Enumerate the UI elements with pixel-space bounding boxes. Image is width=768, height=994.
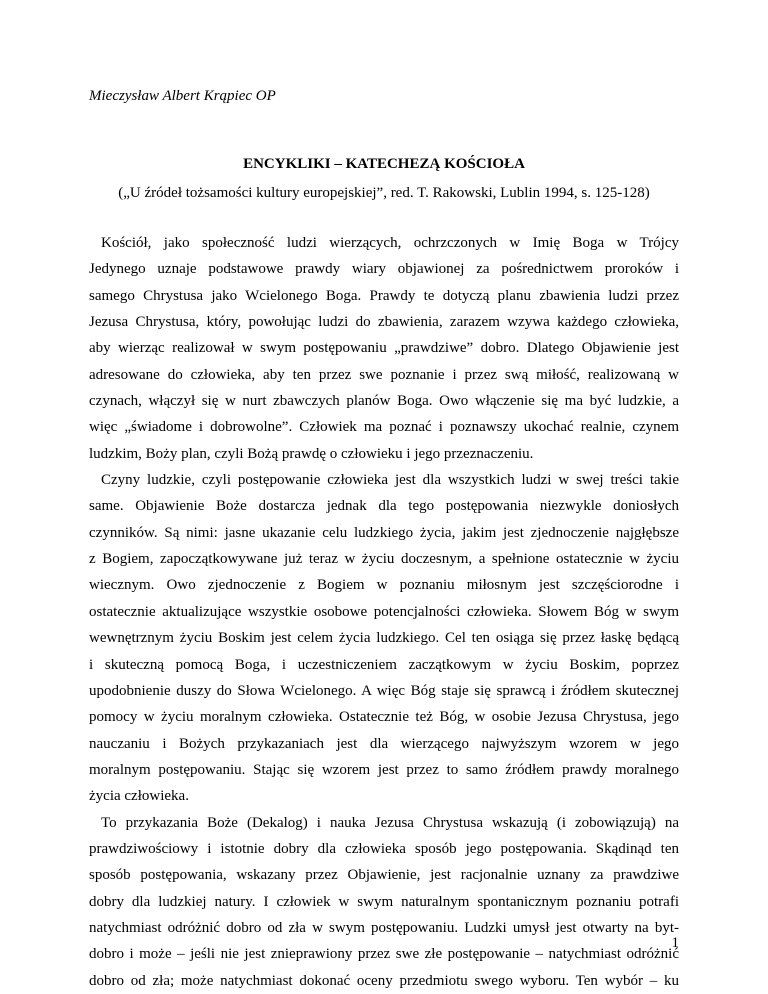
text-line: więc „świadome i dobrowolne”. Człowiek ma poznać i poznawszy ukochać realnie, czynem (89, 419, 679, 436)
text-line: czynach, włączył się w nurt zbawczych planów Boga. Owo włączenie się ma być ludzkie, a (89, 393, 679, 410)
author-name: Mieczysław Albert Krąpiec OP (89, 88, 276, 104)
text-line: wewnętrznym życiu Boskim jest celem życia ludzkiego. Cel ten osiąga się przez łaskę będącą (89, 630, 679, 647)
text-line: Jezusa Chrystusa, który, powołując ludzi do zbawienia, zarazem wzywa każdego człowieka, (89, 314, 679, 331)
text-line: dobro od zła; może natychmiast dokonać oceny przedmiotu swego wyboru. Ten wybór – ku (89, 972, 679, 989)
text-line: Czyny ludzkie, czyli postępowanie człowieka jest dla wszystkich ludzi w swej treści takie (101, 472, 679, 489)
document-title: ENCYKLIKI – KATECHEZĄ KOŚCIOŁA (243, 156, 525, 172)
text-line: pomocy w życiu moralnym człowieka. Ostatecznie też Bóg, w osobie Jezusa Chrystusa, jego (89, 709, 679, 726)
text-line: samego Chrystusa jako Wcielonego Boga. Prawdy te dotyczą planu zbawienia ludzi przez (89, 287, 679, 304)
text-line: moralnym postępowaniu. Stając się wzorem jest przez to samo źródłem prawdy moralnego (89, 761, 679, 778)
text-line: aby wierząc realizował w swym postępowaniu „prawdziwe” dobro. Dlatego Objawienie jest (89, 340, 679, 357)
text-line: życia człowieka. (89, 788, 189, 805)
body-text (89, 230, 679, 994)
text-line: wiecznym. Owo zjednoczenie z Bogiem w poznaniu miłosnym jest szczęściorodne i (89, 577, 679, 594)
text-line: prawdziwościowy i istotnie dobry dla człowieka sposób jego postępowania. Skądinąd ten (89, 840, 679, 857)
text-line: same. Objawienie Boże dostarcza jednak dla tego postępowania niezwykle doniosłych (89, 498, 679, 515)
text-line: To przykazania Boże (Dekalog) i nauka Jezusa Chrystusa wskazują (i zobowiązują) na (101, 814, 679, 831)
text-line: czynników. Są nimi: jasne ukazanie celu ludzkiego życia, jakim jest zjednoczenie najgłębsze (89, 524, 679, 541)
text-line: dobry dla ludzkiej natury. I człowiek w swym naturalnym spontanicznym poznaniu potrafi (89, 893, 679, 910)
text-line: Jedynego uznaje podstawowe prawdy wiary objawionej za pośrednictwem proroków i (89, 261, 679, 278)
text-line: i skuteczną pomocą Boga, i uczestniczeniem zaczątkowym w życiu Boskim, poprzez (89, 656, 679, 673)
text-line: adresowane do człowieka, aby ten przez swe poznanie i przez swą miłość, realizowaną w (89, 366, 679, 383)
text-line: ludzkim, Boży plan, czyli Bożą prawdę o człowieku i jego przeznaczeniu. (89, 445, 534, 462)
source-citation: („U źródeł tożsamości kultury europejskiej”, red. T. Rakowski, Lublin 1994, s. 125-128) (118, 185, 650, 201)
text-line: ostatecznie aktualizujące wszystkie osobowe potencjalności człowieka. Słowem Bóg w swym (89, 603, 679, 620)
text-line: sposób postępowania, wskazany przez Objawienie, jest racjonalnie uznany za prawdziwe (89, 867, 679, 884)
text-line: Kościół, jako społeczność ludzi wierzących, ochrzczonych w Imię Boga w Trójcy (101, 235, 679, 251)
text-line: z Bogiem, zapoczątkowywane już teraz w życiu doczesnym, a spełnione ostatecznie w życiu (89, 551, 679, 568)
page-number: 1 (671, 935, 679, 951)
text-line: natychmiast odróżnić dobro od zła w swym postępowaniu. Ludzki umysł jest otwarty na byt- (89, 919, 679, 936)
text-line: upodobnienie duszy do Słowa Wcielonego. A więc Bóg staje się sprawcą i źródłem skutecznej (89, 682, 679, 699)
text-line: nauczaniu i Bożych przykazaniach jest dla wierzącego najwyższym wzorem w jego (89, 735, 679, 752)
text-line: dobro i może – jeśli nie jest znieprawiony przez swe złe postępowanie – natychmiast odróżnić (89, 946, 679, 963)
